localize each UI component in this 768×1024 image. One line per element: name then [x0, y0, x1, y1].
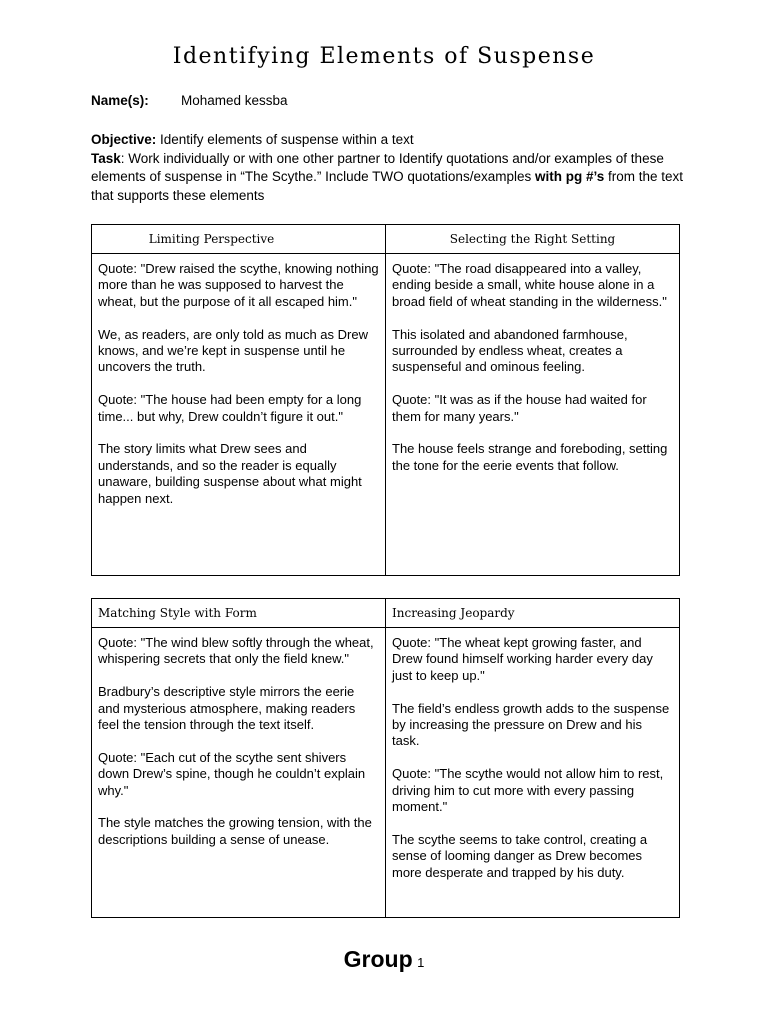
cell-paragraph: The house feels strange and foreboding, setting the tone for the eerie events that follow.: [392, 441, 668, 473]
increasing-jeopardy-cell: [386, 628, 680, 918]
task-label: Task: [91, 150, 121, 166]
task-line: [91, 150, 691, 206]
instructions: [91, 131, 691, 205]
cell-paragraph: Quote: "The scythe would not allow him to rest, driving him to cut more with every passing moment.": [392, 766, 664, 815]
objective-text: Identify elements of suspense within a text: [156, 132, 414, 147]
table-row: [92, 254, 680, 576]
table-row: [92, 628, 680, 918]
cell-paragraph: Bradbury’s descriptive style mirrors the eerie and mysterious atmosphere, making readers feel the tension through the text itself.: [98, 684, 356, 733]
task-text-end: from the text that supports these elements: [91, 169, 684, 203]
table-header-row: [92, 225, 680, 254]
cell-paragraph: Quote: "It was as if the house had waited for them for many years.": [392, 392, 647, 424]
cell-paragraph: This isolated and abandoned farmhouse, surrounded by endless wheat, creates a suspenseful and ominous feeling.: [392, 326, 628, 375]
selecting-setting-cell: [386, 254, 680, 576]
names-line: [91, 93, 288, 108]
cell-paragraph: Quote: "The house had been empty for a long time... but why, Drew couldn’t figure it out.": [98, 392, 362, 424]
task-bold-text: with pg #’s: [534, 169, 605, 184]
header-matching-style: Matching Style with Form: [92, 599, 386, 628]
task-text: : Work individually or with one other partner to Identify quotations and/or examples of these elements of suspense in “The Scythe.” Include TWO quotations/examples: [91, 150, 664, 184]
limiting-perspective-cell: [92, 254, 386, 576]
header-limiting-perspective: Limiting Perspective: [92, 225, 386, 254]
header-increasing-jeopardy: Increasing Jeopardy: [386, 599, 680, 628]
page-title: Identifying Elements of Suspense: [172, 44, 596, 69]
cell-paragraph: Quote: "The road disappeared into a valley, ending beside a small, white house alone in a broad field of wheat standing in the wilderness.": [392, 261, 667, 309]
cell-paragraph: Quote: "Drew raised the scythe, knowing nothing more than he was supposed to harvest the wheat, but the purpose of it all escaped him.": [98, 261, 379, 309]
matching-style-cell: [92, 628, 386, 918]
table-header-row: [92, 599, 680, 628]
names-label: Name(s):: [91, 93, 149, 108]
objective-label: Objective:: [91, 132, 157, 147]
cell-paragraph: Quote: "Each cut of the scythe sent shivers down Drew’s spine, though he couldn’t explain why.": [98, 749, 366, 798]
cell-paragraph: The story limits what Drew sees and understands, and so the reader is equally unaware, building suspense about what might happen next.: [98, 441, 362, 506]
cell-paragraph: The style matches the growing tension, with the descriptions building a sense of unease.: [98, 815, 372, 847]
suspense-table-2: [91, 598, 680, 918]
group-number: 1: [417, 955, 425, 970]
cell-paragraph: We, as readers, are only told as much as Drew knows, and we’re kept in suspense until he uncovers the truth.: [98, 326, 368, 375]
cell-paragraph: Quote: "The wheat kept growing faster, and Drew found himself working harder every day just to keep up.": [392, 635, 653, 683]
cell-paragraph: Quote: "The wind blew softly through the wheat, whispering secrets that only the field knew.": [98, 635, 374, 667]
header-selecting-setting: Selecting the Right Setting: [386, 225, 680, 254]
names-value: Mohamed kessba: [181, 93, 288, 108]
group-footer: [0, 946, 768, 973]
cell-paragraph: The field’s endless growth adds to the suspense by increasing the pressure on Drew and his task.: [392, 700, 670, 749]
suspense-table-1: [91, 224, 680, 576]
objective-line: [91, 131, 691, 150]
group-label: Group: [343, 946, 413, 972]
cell-paragraph: The scythe seems to take control, creating a sense of looming danger as Drew becomes more desperate and trapped by his duty.: [392, 831, 648, 880]
